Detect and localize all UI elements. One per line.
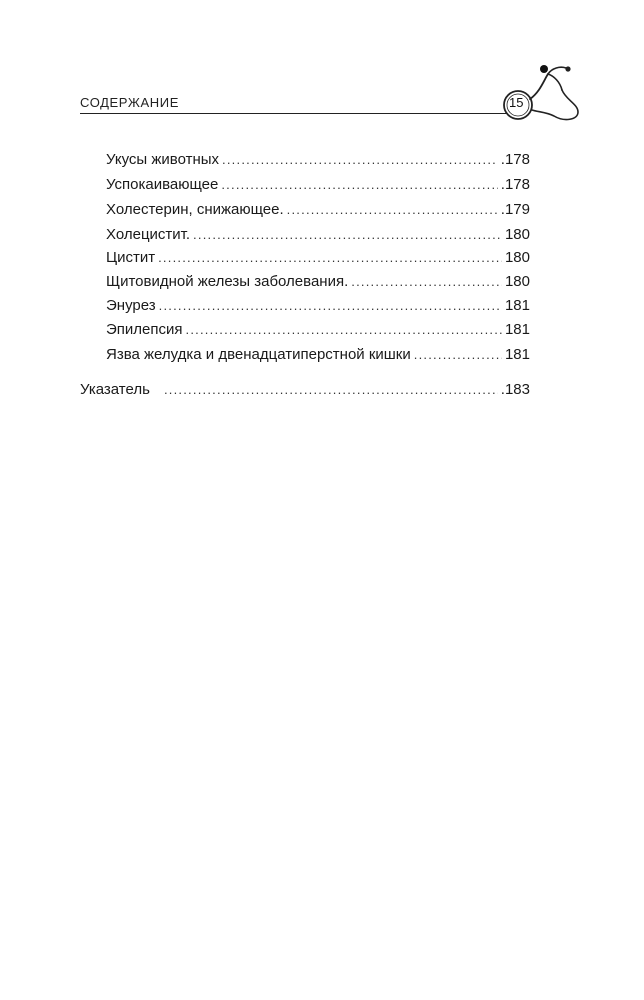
- toc-dot-leader: [159, 296, 502, 316]
- toc-entry-label: Успокаивающее: [106, 176, 219, 193]
- section-title: СОДЕРЖАНИЕ: [80, 95, 180, 110]
- toc-entry: [106, 296, 530, 316]
- toc-entry: [106, 345, 530, 365]
- toc-entry: [106, 272, 530, 292]
- toc-dot-leader: [221, 175, 497, 195]
- toc-entry-page: 181: [504, 321, 530, 338]
- toc-entry-page: 180: [504, 249, 530, 266]
- header-rule: [80, 113, 507, 114]
- toc-entry-page: .178: [500, 176, 530, 193]
- toc-dot-leader: [193, 225, 502, 245]
- toc-entry-page: 180: [504, 273, 530, 290]
- page-number: 15: [509, 95, 524, 110]
- stethoscope-icon: [488, 60, 584, 130]
- toc-entry-label: Холестерин, снижающее.: [106, 201, 284, 218]
- toc-dot-leader: [186, 320, 502, 340]
- toc-entry-page: .179: [500, 201, 530, 218]
- toc-entry: [106, 200, 530, 220]
- toc-entry: [106, 320, 530, 340]
- toc-entry: [106, 150, 530, 170]
- toc-entry-label: Энурез: [106, 297, 156, 314]
- toc-entry: [106, 248, 530, 268]
- toc-dot-leader: [351, 272, 502, 292]
- toc-dot-leader: [164, 380, 498, 400]
- toc-dot-leader: [414, 345, 502, 365]
- toc-entry-label: Язва желудка и двенадцатиперстной кишки: [106, 346, 411, 363]
- toc-entry: [106, 225, 530, 245]
- toc-index-label: Указатель: [80, 381, 150, 398]
- toc-entry-page: .178: [500, 151, 530, 168]
- toc-entry-page: 181: [504, 346, 530, 363]
- toc-entry-page: 181: [504, 297, 530, 314]
- toc-dot-leader: [222, 150, 498, 170]
- toc-entry-label: Укусы животных: [106, 151, 220, 168]
- toc-entry-label: Холецистит.: [106, 226, 191, 243]
- toc-entry-label: Щитовидной железы заболевания.: [106, 273, 349, 290]
- running-header: [0, 0, 644, 140]
- toc-entry-label: Цистит: [106, 249, 156, 266]
- toc-entry: [106, 175, 530, 195]
- toc-dot-leader: [287, 200, 498, 220]
- toc-index-page: .183: [500, 381, 530, 398]
- toc-entry-page: 180: [504, 226, 530, 243]
- toc-dot-leader: [158, 248, 502, 268]
- toc-entry-label: Эпилепсия: [106, 321, 183, 338]
- toc-index-entry: [80, 380, 530, 400]
